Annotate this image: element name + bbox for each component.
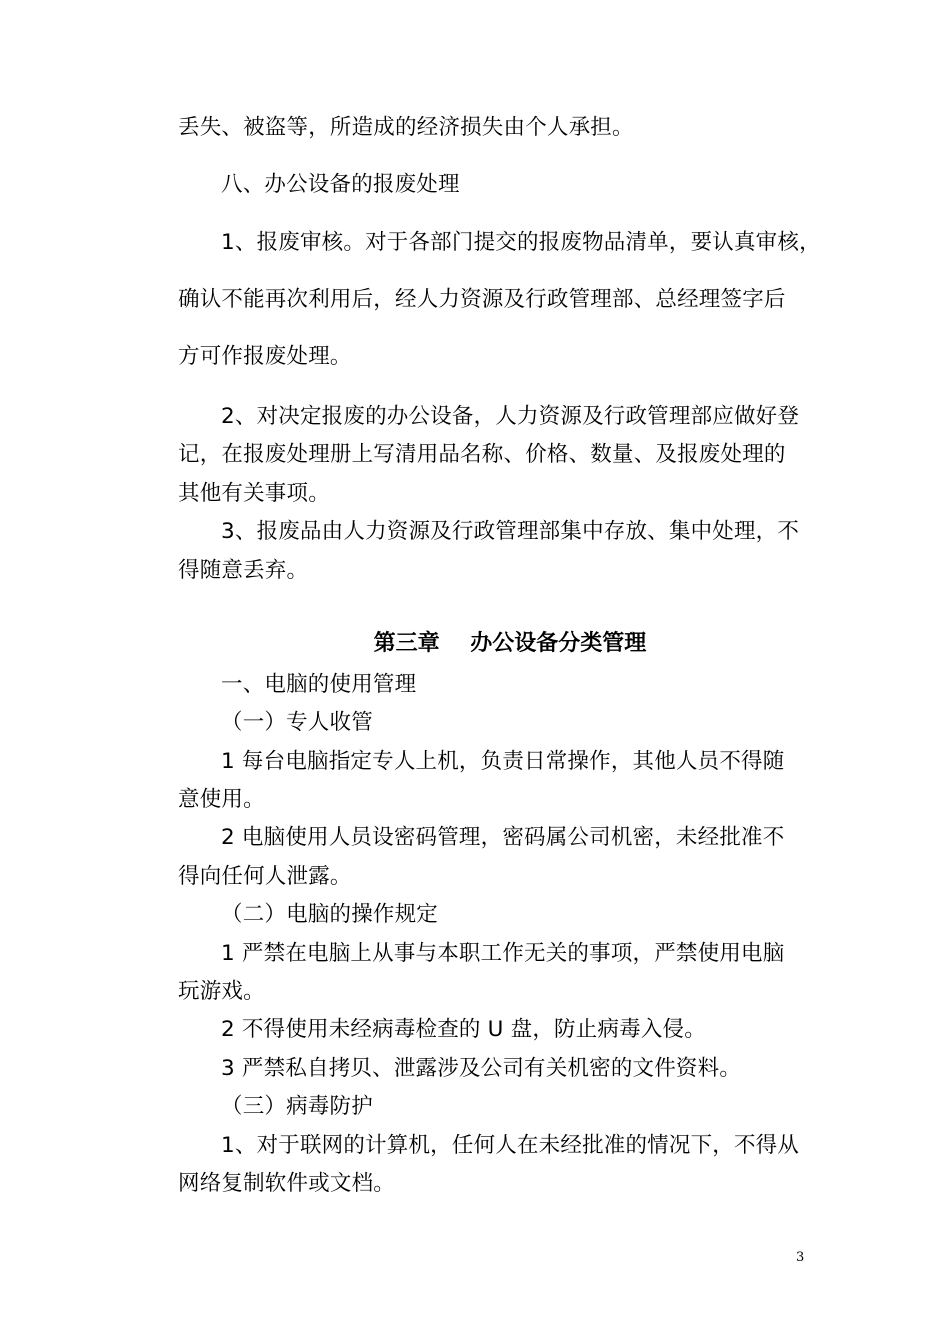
paragraph-line: 得随意丢弃。 bbox=[178, 558, 309, 583]
paragraph-line: 3、报废品由人力资源及行政管理部集中存放、集中处理，不 bbox=[221, 519, 800, 544]
paragraph-line: 2、对决定报废的办公设备，人力资源及行政管理部应做好登 bbox=[221, 404, 800, 429]
paragraph-line: 1 严禁在电脑上从事与本职工作无关的事项，严禁使用电脑 bbox=[221, 941, 785, 966]
paragraph-line: 网络复制软件或文档。 bbox=[178, 1171, 396, 1196]
paragraph-line: 丢失、被盗等，所造成的经济损失由个人承担。 bbox=[178, 115, 634, 140]
paragraph-line: 1、报废审核。对于各部门提交的报废物品清单，要认真审核， bbox=[221, 230, 821, 255]
subsection-heading: （一）专人收管 bbox=[221, 710, 373, 735]
paragraph-line: 3 严禁私自拷贝、泄露涉及公司有关机密的文件资料。 bbox=[221, 1056, 742, 1081]
paragraph-line: 其他有关事项。 bbox=[178, 481, 330, 506]
paragraph-line: 确认不能再次利用后，经人力资源及行政管理部、总经理签字后 bbox=[178, 287, 786, 312]
section-heading: 八、办公设备的报废处理 bbox=[221, 172, 460, 197]
page-number: 3 bbox=[796, 1250, 805, 1265]
subsection-heading: （二）电脑的操作规定 bbox=[221, 902, 439, 927]
paragraph-line: 得向任何人泄露。 bbox=[178, 864, 352, 889]
paragraph-line: 1 每台电脑指定专人上机，负责日常操作，其他人员不得随 bbox=[221, 749, 785, 774]
paragraph-line: 意使用。 bbox=[178, 787, 265, 812]
paragraph-line: 记，在报废处理册上写清用品名称、价格、数量、及报废处理的 bbox=[178, 442, 786, 467]
paragraph-line: 2 电脑使用人员设密码管理，密码属公司机密，未经批准不 bbox=[221, 825, 785, 850]
chapter-heading: 第三章 办公设备分类管理 bbox=[373, 631, 647, 656]
subsection-heading: （三）病毒防护 bbox=[221, 1094, 373, 1119]
paragraph-line: 方可作报废处理。 bbox=[178, 344, 352, 369]
paragraph-line: 2 不得使用未经病毒检查的 U 盘，防止病毒入侵。 bbox=[221, 1017, 706, 1042]
section-heading: 一、电脑的使用管理 bbox=[221, 672, 417, 697]
paragraph-line: 1、对于联网的计算机，任何人在未经批准的情况下，不得从 bbox=[221, 1133, 800, 1158]
paragraph-line: 玩游戏。 bbox=[178, 979, 265, 1004]
